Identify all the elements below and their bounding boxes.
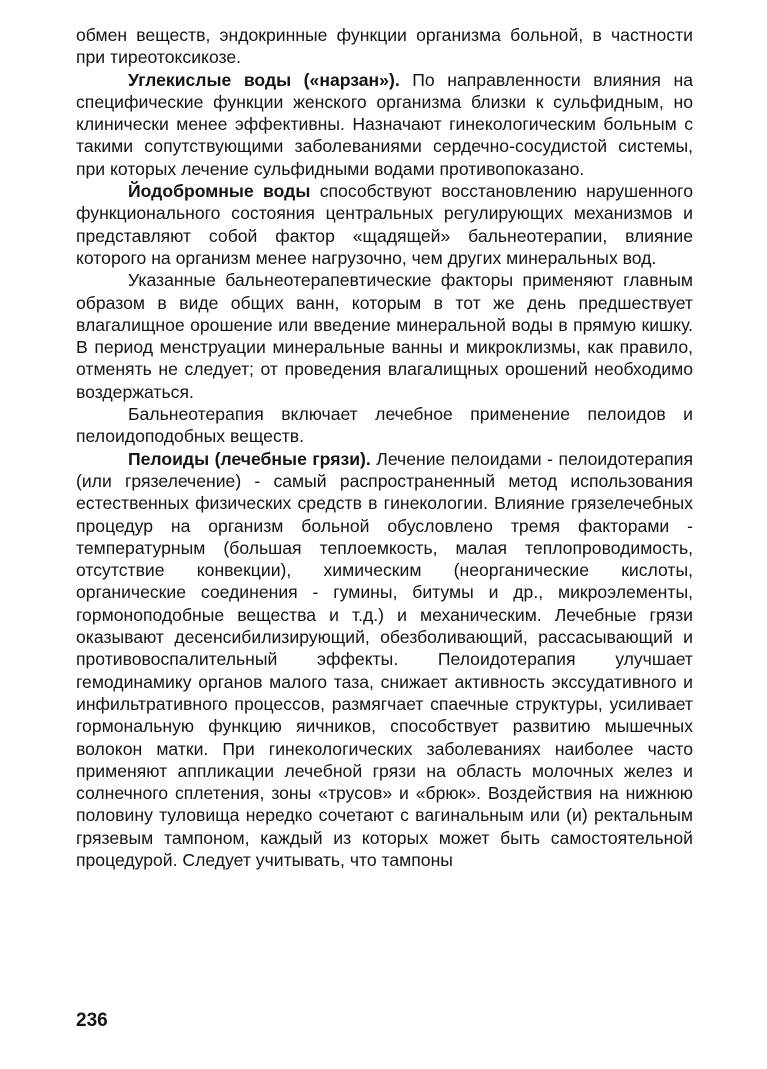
paragraph-text: обмен веществ, эндокринные функции организма больной, в частности при тиреотоксикозе. (76, 25, 693, 68)
page-body (76, 24, 693, 871)
paragraph-balneotherapy-peloids (76, 403, 693, 448)
paragraph-heading: Пелоиды (лечебные грязи). (128, 448, 371, 469)
paragraph-heading: Йодобромные воды (128, 181, 311, 202)
paragraph-balneotherapy-factors (76, 269, 693, 403)
paragraph-heading: Углекислые воды («нарзан»). (128, 69, 400, 90)
page-number: 236 (76, 1010, 108, 1031)
paragraph-carbonic-waters (76, 69, 693, 180)
paragraph-iodobromine-waters (76, 180, 693, 269)
paragraph-text: способствуют восстановлению нарушенного функционального состояния центральных регулирующих механизмов и представляют собой фактор «щадящей» бальнеотерапии, влияние которого на организм менее нагрузочно, чем других минеральных вод. (76, 181, 693, 268)
paragraph-continuation (76, 24, 693, 69)
paragraph-text: Указанные бальнеотерапевтические факторы применяют главным образом в виде общих ванн, которым в тот же день предшествует влагалищное орошение или введение минеральной воды в прямую кишку. В период менструации минеральные ванны и микроклизмы, как правило, отменять не следует; от проведения влагалищных орошений необходимо воздержаться. (76, 270, 693, 402)
paragraph-text: Бальнеотерапия включает лечебное применение пелоидов и пелоидоподобных веществ. (76, 404, 693, 447)
paragraph-peloids (76, 448, 693, 872)
paragraph-text: По направленности влияния на специфические функции женского организма близки к сульфидным, но клинически менее эффективны. Назначают гинекологическим больным с такими сопутствующими заболеваниями сердечно-сосудистой системы, при которых лечение сульфидными водами противопоказано. (76, 69, 693, 179)
paragraph-text: Лечение пелоидами - пелоидотерапия (или грязелечение) - самый распространенный метод использования естественных физических средств в гинекологии. Влияние грязелечебных процедур на организм больной обусловлено тремя факторами - температурным (большая теплоемкость, малая теплопроводимость, отсутствие конвекции), химическим (неорганические кислоты, органические соединения - гумины, битумы и др., микроэлементы, гормоноподобные вещества и т.д.) и механическим. Лечебные грязи оказывают десенсибилизирующий, обезболивающий, рассасывающий и противовоспалительный эффекты. Пелоидотерапия улучшает гемодинамику органов малого таза, снижает активность экссудативного и инфильтративного процессов, размягчает спаечные структуры, усиливает гормональную функцию яичников, способствует развитию мышечных волокон матки. При гинекологических заболеваниях наиболее часто применяют аппликации лечебной грязи на область молочных желез и солнечного сплетения, зоны «трусов» и «брюк». Воздействия на нижнюю половину туловища нередко сочетают с вагинальным или (и) ректальным грязевым тампоном, каждый из которых может быть самостоятельной процедурой. Следует учитывать, что тампоны (76, 448, 694, 870)
